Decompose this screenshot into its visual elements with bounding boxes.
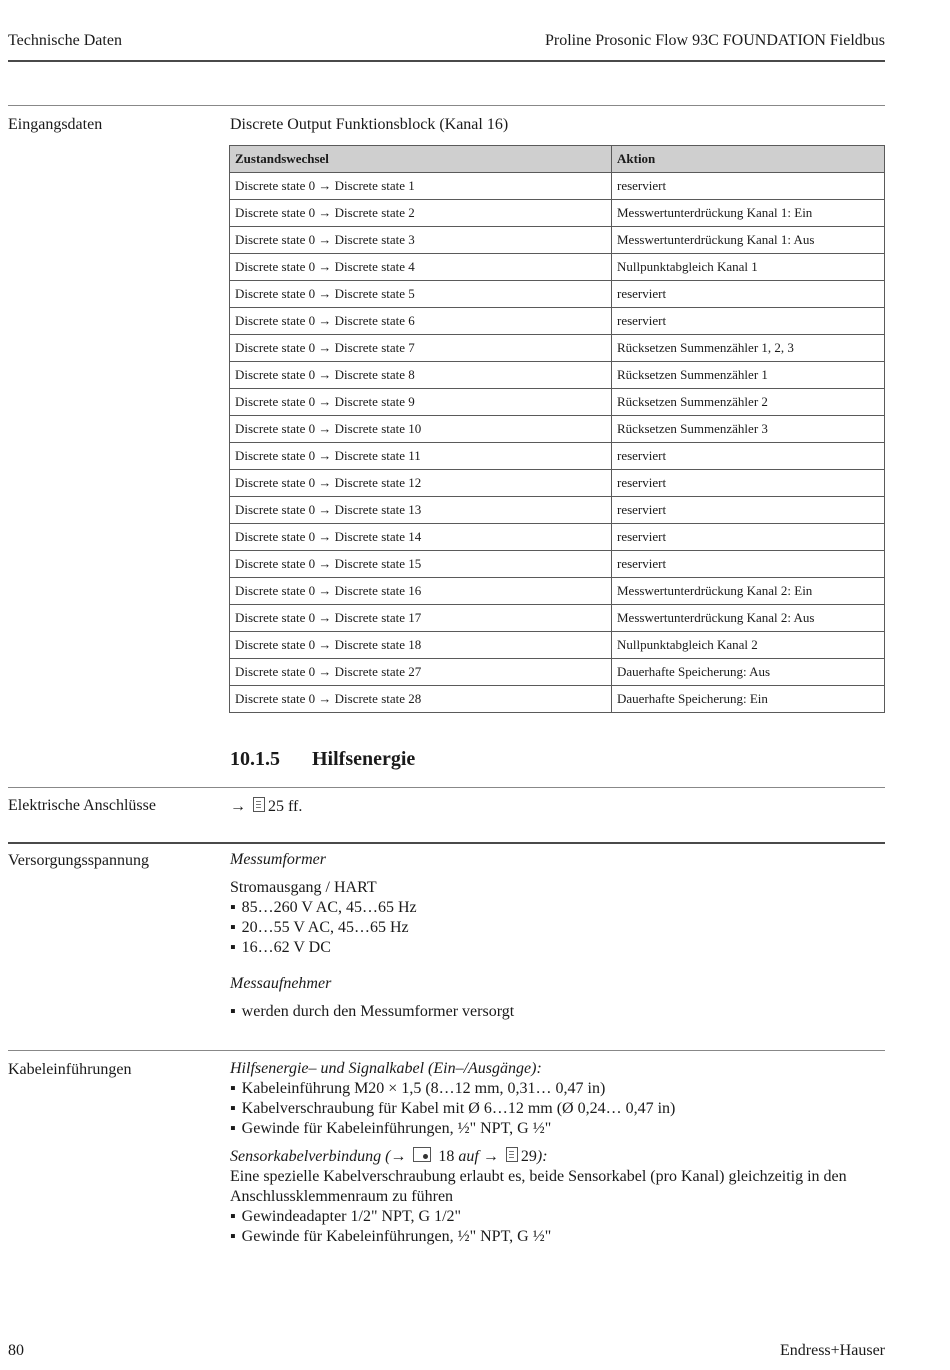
list-item: ▪ 16…62 V DC: [230, 938, 514, 958]
kabel-label: Kabeleinführungen: [8, 1061, 132, 1078]
table-row: [230, 254, 885, 281]
section-title: Hilfsenergie: [312, 748, 416, 770]
subheading-text: Sensorkabelverbindung (→: [230, 1148, 407, 1165]
state-transition-cell: Discrete state 0 → Discrete state 9: [230, 389, 612, 416]
action-cell: Rücksetzen Summenzähler 3: [612, 416, 885, 443]
subheading-ref: [230, 1147, 880, 1167]
kabel-content: [230, 1059, 880, 1247]
table-row: [230, 497, 885, 524]
state-transition-cell: Discrete state 0 → Discrete state 1: [230, 173, 612, 200]
list-item: ▪ Kabeleinführung M20 × 1,5 (8…12 mm, 0,31… 0,47 in): [230, 1079, 880, 1099]
table-header-row: [230, 146, 885, 173]
table-row: [230, 308, 885, 335]
header-rule: [8, 60, 885, 62]
action-cell: Rücksetzen Summenzähler 1, 2, 3: [612, 335, 885, 362]
figure-ref[interactable]: 18: [438, 1148, 455, 1165]
page-ref[interactable]: 25 ff.: [268, 798, 303, 815]
action-cell: reserviert: [612, 443, 885, 470]
discrete-output-table: [229, 145, 885, 713]
table-row: [230, 416, 885, 443]
table-row: [230, 524, 885, 551]
eingangsdaten-label: Eingangsdaten: [8, 116, 103, 133]
state-transition-cell: Discrete state 0 → Discrete state 8: [230, 362, 612, 389]
state-transition-cell: Discrete state 0 → Discrete state 18: [230, 632, 612, 659]
action-cell: Messwertunterdrückung Kanal 2: Aus: [612, 605, 885, 632]
action-cell: reserviert: [612, 308, 885, 335]
state-transition-cell: Discrete state 0 → Discrete state 16: [230, 578, 612, 605]
arrow-icon: →: [230, 798, 246, 815]
state-transition-cell: Discrete state 0 → Discrete state 13: [230, 497, 612, 524]
action-cell: reserviert: [612, 281, 885, 308]
state-transition-cell: Discrete state 0 → Discrete state 5: [230, 281, 612, 308]
state-transition-cell: Discrete state 0 → Discrete state 27: [230, 659, 612, 686]
state-transition-cell: Discrete state 0 → Discrete state 17: [230, 605, 612, 632]
table-row: [230, 605, 885, 632]
column-header: Zustandswechsel: [230, 146, 612, 173]
figure-ref-icon: [413, 1147, 431, 1162]
column-header: Aktion: [612, 146, 885, 173]
action-cell: Rücksetzen Summenzähler 1: [612, 362, 885, 389]
section-heading: [230, 748, 415, 771]
block-title: Discrete Output Funktionsblock (Kanal 16): [230, 116, 509, 133]
table-row: [230, 551, 885, 578]
state-transition-cell: Discrete state 0 → Discrete state 6: [230, 308, 612, 335]
section-divider: [8, 1050, 885, 1051]
action-cell: Rücksetzen Summenzähler 2: [612, 389, 885, 416]
section-number: 10.1.5: [230, 748, 280, 770]
page-number: 80: [8, 1342, 24, 1359]
table-row: [230, 659, 885, 686]
page-ref-icon: [253, 797, 265, 812]
table-row: [230, 686, 885, 713]
state-transition-cell: Discrete state 0 → Discrete state 4: [230, 254, 612, 281]
action-cell: reserviert: [612, 524, 885, 551]
text-line: Stromausgang / HART: [230, 879, 377, 896]
action-cell: reserviert: [612, 497, 885, 524]
subheading-text: auf →: [458, 1148, 499, 1165]
list-item: ▪ Kabelverschraubung für Kabel mit Ø 6…12 mm (Ø 0,24… 0,47 in): [230, 1099, 880, 1119]
state-transition-cell: Discrete state 0 → Discrete state 7: [230, 335, 612, 362]
elektrische-ref: [230, 797, 302, 816]
action-cell: reserviert: [612, 173, 885, 200]
table-row: [230, 632, 885, 659]
subheading: Messumformer: [230, 851, 326, 868]
page-ref-icon: [506, 1147, 518, 1162]
table-row: [230, 362, 885, 389]
elektrische-label: Elektrische Anschlüsse: [8, 797, 156, 814]
list-item: ▪ werden durch den Messumformer versorgt: [230, 1002, 514, 1022]
state-transition-cell: Discrete state 0 → Discrete state 2: [230, 200, 612, 227]
state-transition-cell: Discrete state 0 → Discrete state 28: [230, 686, 612, 713]
page-ref[interactable]: 29: [520, 1148, 537, 1165]
state-transition-cell: Discrete state 0 → Discrete state 3: [230, 227, 612, 254]
subheading-text: ):: [536, 1148, 548, 1165]
table-row: [230, 173, 885, 200]
state-transition-cell: Discrete state 0 → Discrete state 12: [230, 470, 612, 497]
list-item: ▪ Gewinde für Kabeleinführungen, ½" NPT, G ½": [230, 1227, 880, 1247]
subheading: Hilfsenergie– und Signalkabel (Ein–/Ausgänge):: [230, 1060, 542, 1077]
subheading: Messaufnehmer: [230, 975, 332, 992]
header-right: Proline Prosonic Flow 93C FOUNDATION Fieldbus: [544, 32, 885, 49]
action-cell: Dauerhafte Speicherung: Ein: [612, 686, 885, 713]
action-cell: reserviert: [612, 470, 885, 497]
table-row: [230, 281, 885, 308]
action-cell: Messwertunterdrückung Kanal 2: Ein: [612, 578, 885, 605]
table-row: [230, 200, 885, 227]
action-cell: Messwertunterdrückung Kanal 1: Aus: [612, 227, 885, 254]
list-item: ▪ 85…260 V AC, 45…65 Hz: [230, 898, 514, 918]
action-cell: Dauerhafte Speicherung: Aus: [612, 659, 885, 686]
table-row: [230, 578, 885, 605]
section-divider: [8, 787, 885, 788]
state-transition-cell: Discrete state 0 → Discrete state 15: [230, 551, 612, 578]
action-cell: Nullpunktabgleich Kanal 2: [612, 632, 885, 659]
action-cell: Nullpunktabgleich Kanal 1: [612, 254, 885, 281]
paragraph: Eine spezielle Kabelverschraubung erlaubt es, beide Sensorkabel (pro Kanal) gleichzeitig in den Anschlussklemmenraum zu führen: [230, 1168, 847, 1205]
action-cell: reserviert: [612, 551, 885, 578]
table-row: [230, 470, 885, 497]
section-divider: [8, 842, 885, 844]
list-item: ▪ 20…55 V AC, 45…65 Hz: [230, 918, 514, 938]
footer-brand: Endress+Hauser: [780, 1342, 885, 1359]
table-row: [230, 335, 885, 362]
action-cell: Messwertunterdrückung Kanal 1: Ein: [612, 200, 885, 227]
section-divider: [8, 105, 885, 106]
versorgung-content: [230, 850, 514, 1022]
header-left: Technische Daten: [8, 32, 122, 49]
state-transition-cell: Discrete state 0 → Discrete state 11: [230, 443, 612, 470]
table-row: [230, 443, 885, 470]
list-item: ▪ Gewindeadapter 1/2" NPT, G 1/2": [230, 1207, 880, 1227]
state-transition-cell: Discrete state 0 → Discrete state 14: [230, 524, 612, 551]
versorgung-label: Versorgungsspannung: [8, 852, 150, 869]
list-item: ▪ Gewinde für Kabeleinführungen, ½" NPT, G ½": [230, 1119, 880, 1139]
table-row: [230, 389, 885, 416]
state-transition-cell: Discrete state 0 → Discrete state 10: [230, 416, 612, 443]
table-row: [230, 227, 885, 254]
